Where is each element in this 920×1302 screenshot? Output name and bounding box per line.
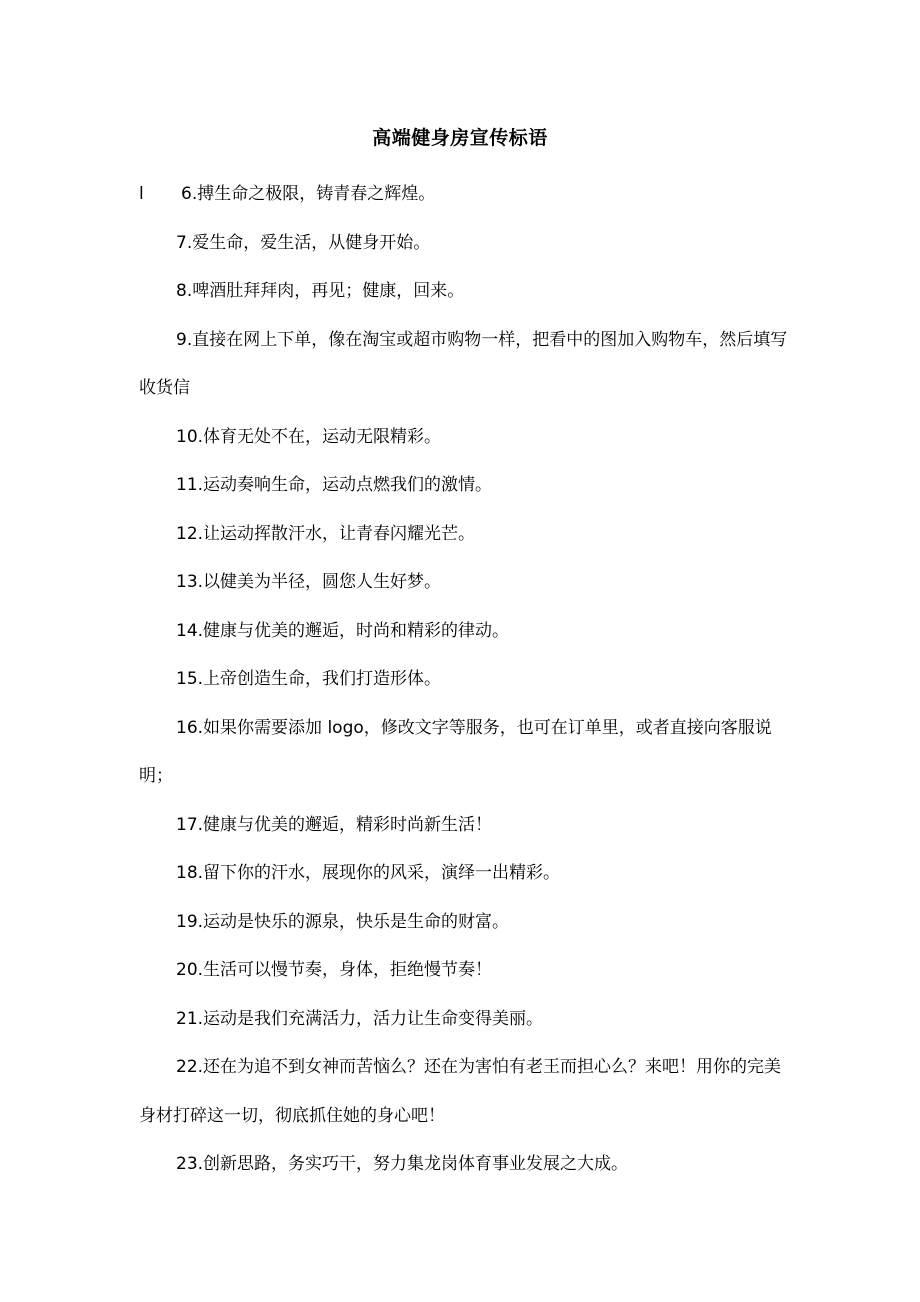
list-item: 7.爱生命，爱生活，从健身开始。 (176, 232, 431, 253)
list-item: 11.运动奏响生命，运动点燃我们的激情。 (176, 475, 493, 495)
document-body (139, 170, 789, 1189)
list-item: 18.留下你的汗水，展现你的风采，演绎一出精彩。 (176, 863, 561, 883)
list-item: 17.健康与优美的邂逅，精彩时尚新生活！ (176, 814, 493, 835)
list-item: 19.运动是快乐的源泉，快乐是生命的财富。 (176, 911, 510, 932)
list-item: 13.以健美为半径，圆您人生好梦。 (176, 572, 442, 592)
list-item: 8.啤酒肚拜拜肉，再见；健康，回来。 (176, 281, 465, 301)
list-item-text: 6.搏生命之极限，铸青春之辉煌。 (181, 184, 436, 204)
list-item (139, 170, 789, 219)
list-item: 21.运动是我们充满活力，活力让生命变得美丽。 (176, 1008, 544, 1029)
list-item: 14.健康与优美的邂逅，时尚和精彩的律动。 (176, 620, 510, 641)
list-item: 20.生活可以慢节奏，身体，拒绝慢节奏！ (176, 960, 493, 980)
list-item: 23.创新思路，务实巧干，努力集龙岗体育事业发展之大成。 (176, 1154, 629, 1174)
bullet-marker: l (139, 184, 144, 204)
list-item: 12.让运动挥散汗水，让青春闪耀光芒。 (176, 523, 476, 544)
list-item: 15.上帝创造生命，我们打造形体。 (176, 669, 442, 689)
list-item: 16.如果你需要添加 logo，修改文字等服务，也可在订单里，或者直接向客服说明； (139, 717, 772, 786)
list-item: 10.体育无处不在，运动无限精彩。 (176, 426, 442, 447)
list-item: 9.直接在网上下单，像在淘宝或超市购物一样，把看中的图加入购物车，然后填写收货信 (139, 329, 788, 398)
list-item: 22.还在为追不到女神而苦恼么？还在为害怕有老王而担心么？来吧！用你的完美身材打碎这一切，彻底抓住她的身心吧！ (139, 1057, 782, 1126)
document-title: 高端健身房宣传标语 (372, 127, 548, 149)
